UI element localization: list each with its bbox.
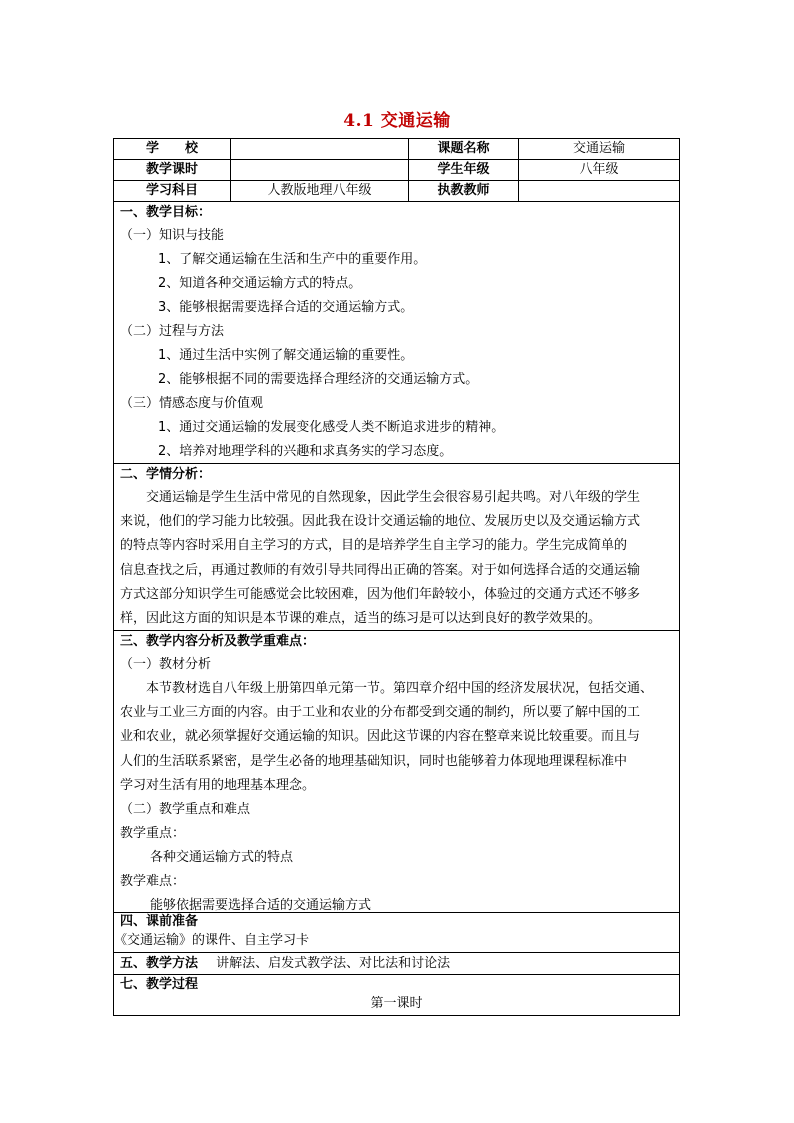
key-point-label: 教学重点： xyxy=(120,826,186,842)
paragraph-line: 本节教材选自八年级上册第四单元第一节。第四章介绍中国的经济发展状况，包括交通、 xyxy=(146,681,654,696)
subheading: （一）教材分析 xyxy=(120,657,212,672)
section-heading: 五、教学方法 xyxy=(120,956,199,971)
paragraph-line: 人们的生活联系紧密，是学生必备的地理基础知识，同时也能够着力体现地理课程标准中 xyxy=(120,753,628,769)
list-item: 3、能够根据需要选择合适的交通运输方式。 xyxy=(158,300,414,315)
paragraph-line: 信息查找之后，再通过教师的有效引导共同得出正确的答案。对于如何选择合适的交通运输 xyxy=(120,562,641,578)
list-item: 1、通过交通运输的发展变化感受人类不断追求进步的精神。 xyxy=(158,420,505,435)
label-teacher: 执教教师 xyxy=(409,181,519,201)
difficulty-text: 能够依据需要选择合适的交通运输方式 xyxy=(150,898,372,914)
value-hours xyxy=(231,160,409,180)
info-row-school xyxy=(114,139,679,160)
preparation-text: 《交通运输》的课件、自主学习卡 xyxy=(114,933,310,948)
label-topic: 课题名称 xyxy=(409,139,519,159)
section-methods xyxy=(114,953,679,975)
section-heading: 二、学情分析： xyxy=(120,467,212,482)
paragraph-line: 样，因此这方面的知识是本节课的难点，适当的练习是可以达到良好的教学效果的。 xyxy=(120,611,602,627)
label-school: 学 校 xyxy=(114,139,231,159)
section-content-analysis xyxy=(114,631,679,913)
value-topic: 交通运输 xyxy=(572,141,625,156)
first-lesson-label: 第一课时 xyxy=(370,996,423,1011)
section-process xyxy=(114,975,679,1015)
label-hours: 教学课时 xyxy=(114,160,231,180)
difficulty-label: 教学难点： xyxy=(120,874,186,890)
value-teacher xyxy=(519,181,679,201)
subheading: （二）过程与方法 xyxy=(120,324,225,339)
list-item: 2、知道各种交通运输方式的特点。 xyxy=(158,276,362,291)
list-item: 2、能够根据不同的需要选择合理经济的交通运输方式。 xyxy=(158,372,479,387)
label-subject: 学习科目 xyxy=(114,181,231,201)
section-heading: 一、教学目标： xyxy=(120,205,212,220)
document-title: 4.1 交通运输 xyxy=(343,111,451,131)
list-item: 1、了解交通运输在生活和生产中的重要作用。 xyxy=(158,252,427,267)
value-subject: 人教版地理八年级 xyxy=(231,181,409,201)
paragraph-line: 业和农业，就必须掌握好交通运输的知识。因此这节课的内容在整章来说比较重要。而且与 xyxy=(120,729,641,745)
paragraph-line: 的特点等内容时采用自主学习的方式，目的是培养学生自主学习的能力。学生完成简单的 xyxy=(120,538,628,554)
value-school xyxy=(231,139,409,159)
subheading: （二）教学重点和难点 xyxy=(120,802,251,818)
section-heading: 三、教学内容分析及教学重难点： xyxy=(120,634,316,649)
section-learner-analysis xyxy=(114,464,679,631)
lesson-plan-table xyxy=(113,138,680,1016)
key-point-text: 各种交通运输方式的特点 xyxy=(150,850,294,866)
info-row-subject xyxy=(114,181,679,202)
list-item: 1、通过生活中实例了解交通运输的重要性。 xyxy=(158,348,414,363)
list-item: 2、培养对地理学科的兴趣和求真务实的学习态度。 xyxy=(158,444,453,459)
paragraph-line: 交通运输是学生生活中常见的自然现象，因此学生会很容易引起共鸣。对八年级的学生 xyxy=(146,490,641,505)
paragraph-line: 农业与工业三方面的内容。由于工业和农业的分布都受到交通的制约，所以要了解中国的工 xyxy=(120,705,641,721)
value-grade: 八年级 xyxy=(579,162,619,177)
label-grade: 学生年级 xyxy=(409,160,519,180)
paragraph-line: 方式这部分知识学生可能感觉会比较困难，因为他们年龄较小，体验过的交通方式还不够多 xyxy=(120,586,641,602)
subheading: （一）知识与技能 xyxy=(120,228,225,243)
section-heading: 四、课前准备 xyxy=(120,914,199,929)
paragraph-line: 来说，他们的学习能力比较强。因此我在设计交通运输的地位、发展历史以及交通运输方式 xyxy=(120,514,641,530)
methods-text: 讲解法、启发式教学法、对比法和讨论法 xyxy=(216,956,451,971)
info-row-hours xyxy=(114,160,679,181)
paragraph-line: 学习对生活有用的地理基本理念。 xyxy=(120,777,316,793)
section-heading: 七、教学过程 xyxy=(120,977,199,992)
section-objectives xyxy=(114,202,679,464)
subheading: （三）情感态度与价值观 xyxy=(120,396,264,411)
section-preparation xyxy=(114,913,679,953)
